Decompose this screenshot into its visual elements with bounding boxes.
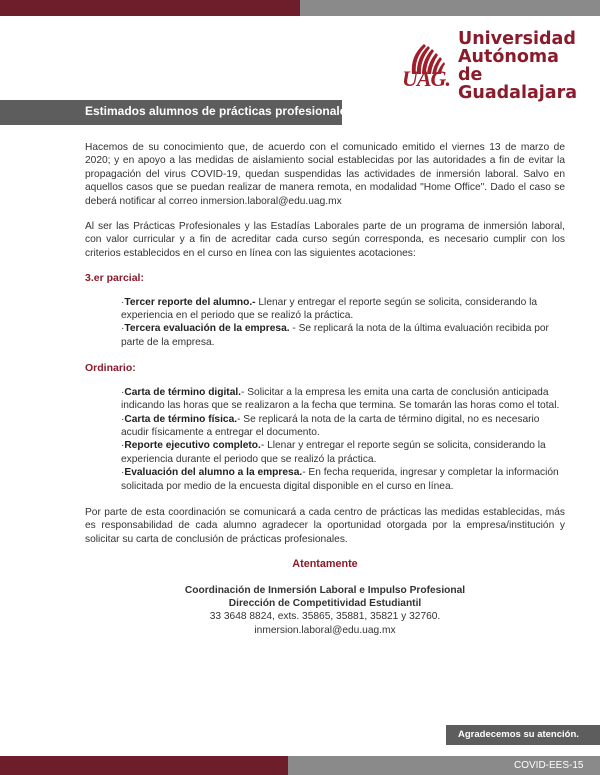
item-title: Tercer reporte del alumno.- [124,296,256,308]
university-name-line-2: Autónoma de [458,47,559,85]
parcial-list [121,296,565,350]
item-text: - En fecha requerida, ingresar y completar la información solicitada por medio de la encuesta digital disponible en el curso en línea. [121,467,559,492]
ordinario-title: Ordinario: [85,362,136,375]
closing-paragraph: Por parte de esta coordinación se comunicará a cada centro de prácticas las medidas establecidas, más es responsabilidad de cada alumno agradecer la oportunidad otorgada por la empresa/institución y solicitar su carta de conclusión de prácticas profesionales. [85,506,565,545]
item-title: Evaluación del alumno a la empresa. [124,467,303,479]
item-text: - Se replicará la nota de la carta de término digital, no es necesario acudir físicamente a entregar el documento. [121,413,540,438]
closing-salutation: Atentamente [292,558,358,571]
list-item: ·Carta de término digital.- Solicitar a la empresa les emita una carta de conclusión anticipada indicando las horas que se realizaron a la fecha que termina. Se tomarán las horas como el total. [121,386,560,412]
thanks-text: Agradecemos su atención. [458,729,579,740]
item-text: - Llenar y entregar el reporte según se solicita, considerando la experiencia durante el periodo que se realizó la práctica. [121,440,546,465]
bottom-bar-maroon [0,756,288,775]
item-title: Reporte ejecutivo completo. [124,440,261,452]
intro-paragraph: Hacemos de su conocimiento que, de acuerdo con el comunicado emitido el viernes 13 de marzo de 2020; y en apoyo a las medidas de aislamiento social establecidas por las autoridades a fin de evitar la propagación del virus COVID-19, quedan suspendidas las actividades de inmersión laboral. Salvo en aquellos casos que se puedan realizar de manera remota, en modalidad "Home Office". Dado el caso se deberá notificar al correo inmersion.laboral@edu.uag.mx [85,142,565,207]
list-item: ·Carta de término física.- Se replicará la nota de la carta de término digital, no es necesario acudir físicamente a entregar el documento. [121,413,540,438]
top-bar-maroon [0,0,300,16]
greeting-heading: Estimados alumnos de prácticas profesionales: [85,104,358,118]
ordinario-list [121,386,565,493]
signature-phones: 33 3648 8824, exts. 35865, 35881, 35821 y 32760. [209,611,441,623]
letter-body [85,141,565,637]
requirements-paragraph: Al ser las Prácticas Profesionales y las Estadías Laborales parte de un programa de inmersión laboral, con valor curricular y a fin de acreditar cada curso según corresponda, es necesario cumplir con los criterios establecidos en el curso en línea con las siguientes acotaciones: [85,221,565,259]
document-code: COVID-EES-15 [514,760,584,771]
list-item: ·Reporte ejecutivo completo.- Llenar y entregar el reporte según se solicita, considerando la experiencia durante el periodo que se realizó la práctica. [121,440,546,465]
item-text: - Se replicará la nota de la última evaluación recibida por parte de la empresa. [121,323,549,348]
signature-email: inmersion.laboral@edu.uag.mx [254,624,396,636]
list-item: ·Tercer reporte del alumno.- Llenar y entregar el reporte según se solicita, considerando la experiencia en el periodo que se realizó la práctica. [121,296,538,322]
signature-direction: Dirección de Competitividad Estudiantil [228,597,422,609]
item-title: Tercera evaluación de la empresa. [124,323,290,335]
signature-block [85,558,565,637]
university-logo [402,28,582,103]
top-bar-gray [300,0,600,16]
item-title: Carta de término digital. [124,386,242,398]
parcial-title: 3.er parcial: [85,272,144,285]
university-name-line-1: Universidad [458,29,576,49]
list-item: ·Tercera evaluación de la empresa. - Se replicará la nota de la última evaluación recibida por parte de la empresa. [121,323,549,348]
logo-uag-text: UAG. [402,66,450,91]
university-name-line-3: Guadalajara [458,83,578,103]
item-text: Llenar y entregar el reporte según se solicita, considerando la experiencia en el periodo que se realizó la práctica. [121,296,538,322]
signature-department: Coordinación de Inmersión Laboral e Impulso Profesional [184,584,466,596]
item-title: Carta de término física. [124,413,238,425]
university-name [458,30,582,102]
list-item: ·Evaluación del alumno a la empresa.- En fecha requerida, ingresar y completar la información solicitada por medio de la encuesta digital disponible en el curso en línea. [121,467,559,492]
item-text: - Solicitar a la empresa les emita una carta de conclusión anticipada indicando las horas que se realizaron a la fecha que termina. Se tomarán las horas como el total. [121,386,560,412]
